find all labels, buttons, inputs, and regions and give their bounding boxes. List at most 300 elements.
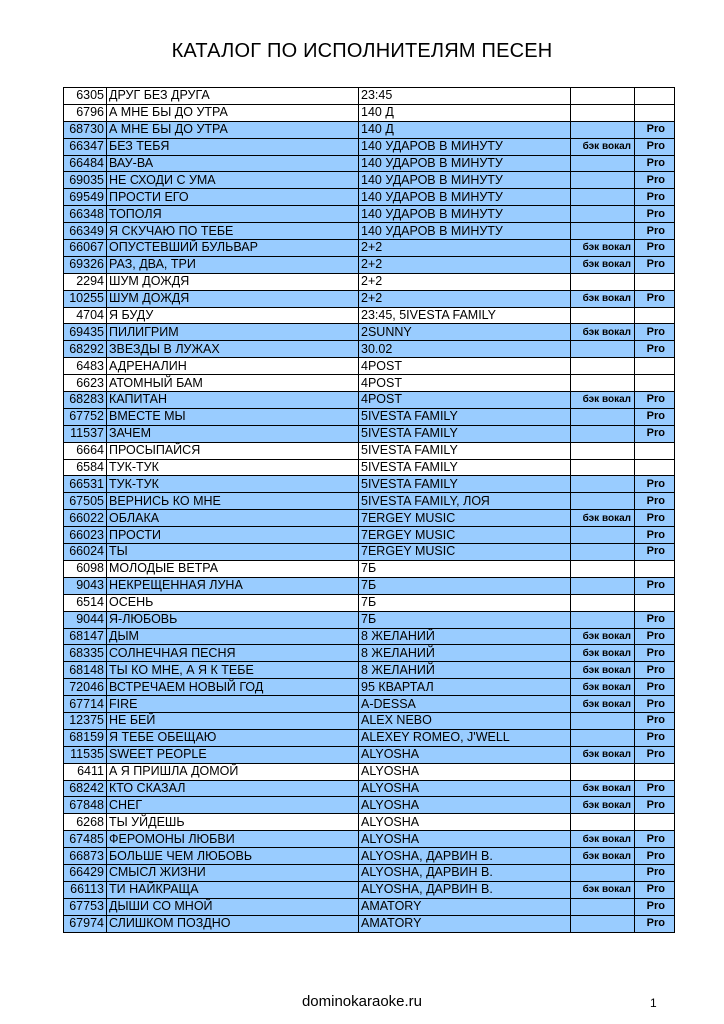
table-row <box>64 780 675 797</box>
artist-cell: 7Б <box>359 594 571 611</box>
table-row <box>64 662 675 679</box>
table-row <box>64 729 675 746</box>
song-title-cell: ТОПОЛЯ <box>107 206 359 223</box>
backing-vocal-cell <box>571 729 635 746</box>
artist-cell: 5IVESTA FAMILY, ЛОЯ <box>359 493 571 510</box>
song-code-cell: 6584 <box>64 459 107 476</box>
backing-vocal-cell <box>571 493 635 510</box>
song-code-cell: 67752 <box>64 408 107 425</box>
song-code-cell: 66429 <box>64 864 107 881</box>
artist-cell: 140 УДАРОВ В МИНУТУ <box>359 189 571 206</box>
song-code-cell: 68148 <box>64 662 107 679</box>
song-title-cell: ВСТРЕЧАЕМ НОВЫЙ ГОД <box>107 679 359 696</box>
table-row <box>64 645 675 662</box>
pro-cell: Pro <box>635 341 675 358</box>
song-code-cell: 66022 <box>64 510 107 527</box>
song-title-cell: ДРУГ БЕЗ ДРУГА <box>107 88 359 105</box>
song-code-cell: 67485 <box>64 831 107 848</box>
song-code-cell: 66113 <box>64 881 107 898</box>
backing-vocal-cell <box>571 155 635 172</box>
pro-cell: Pro <box>635 611 675 628</box>
pro-cell: Pro <box>635 729 675 746</box>
table-row <box>64 831 675 848</box>
backing-vocal-cell <box>571 459 635 476</box>
backing-vocal-cell <box>571 223 635 240</box>
song-code-cell: 66348 <box>64 206 107 223</box>
song-title-cell: ВМЕСТЕ МЫ <box>107 408 359 425</box>
song-code-cell: 67848 <box>64 797 107 814</box>
backing-vocal-cell <box>571 577 635 594</box>
pro-cell: Pro <box>635 408 675 425</box>
song-code-cell: 68159 <box>64 729 107 746</box>
backing-vocal-cell: бэк вокал <box>571 138 635 155</box>
artist-cell: 2+2 <box>359 256 571 273</box>
song-title-cell: ВЕРНИСЬ КО МНЕ <box>107 493 359 510</box>
page-number: 1 <box>650 996 657 1010</box>
artist-cell: 7ERGEY MUSIC <box>359 544 571 561</box>
pro-cell <box>635 442 675 459</box>
song-code-cell: 6411 <box>64 763 107 780</box>
song-code-cell: 67753 <box>64 898 107 915</box>
song-code-cell: 6796 <box>64 104 107 121</box>
table-row <box>64 155 675 172</box>
pro-cell: Pro <box>635 848 675 865</box>
song-code-cell: 4704 <box>64 307 107 324</box>
footer-site: dominokaraoke.ru <box>301 993 423 1010</box>
backing-vocal-cell <box>571 88 635 105</box>
artist-cell: 30.02 <box>359 341 571 358</box>
song-code-cell: 11535 <box>64 746 107 763</box>
backing-vocal-cell: бэк вокал <box>571 510 635 527</box>
song-code-cell: 68292 <box>64 341 107 358</box>
song-title-cell: ДЫШИ СО МНОЙ <box>107 898 359 915</box>
song-code-cell: 6305 <box>64 88 107 105</box>
song-code-cell: 68147 <box>64 628 107 645</box>
pro-cell: Pro <box>635 121 675 138</box>
song-code-cell: 66024 <box>64 544 107 561</box>
backing-vocal-cell <box>571 915 635 932</box>
backing-vocal-cell <box>571 206 635 223</box>
song-code-cell: 66349 <box>64 223 107 240</box>
song-title-cell: ОБЛАКА <box>107 510 359 527</box>
artist-cell: 140 УДАРОВ В МИНУТУ <box>359 223 571 240</box>
pro-cell <box>635 560 675 577</box>
pro-cell: Pro <box>635 628 675 645</box>
backing-vocal-cell <box>571 408 635 425</box>
song-title-cell: ЗАЧЕМ <box>107 425 359 442</box>
pro-cell <box>635 594 675 611</box>
table-row <box>64 172 675 189</box>
table-row <box>64 915 675 932</box>
pro-cell <box>635 763 675 780</box>
table-row <box>64 121 675 138</box>
song-code-cell: 68730 <box>64 121 107 138</box>
song-code-cell: 9044 <box>64 611 107 628</box>
pro-cell: Pro <box>635 172 675 189</box>
table-row <box>64 408 675 425</box>
table-row <box>64 881 675 898</box>
table-row <box>64 577 675 594</box>
song-code-cell: 6268 <box>64 814 107 831</box>
song-title-cell: ШУМ ДОЖДЯ <box>107 290 359 307</box>
pro-cell: Pro <box>635 831 675 848</box>
pro-cell: Pro <box>635 645 675 662</box>
table-row <box>64 628 675 645</box>
song-title-cell: ТЫ <box>107 544 359 561</box>
artist-cell: 4POST <box>359 392 571 409</box>
backing-vocal-cell: бэк вокал <box>571 797 635 814</box>
artist-cell: 2+2 <box>359 290 571 307</box>
backing-vocal-cell <box>571 375 635 392</box>
table-row <box>64 392 675 409</box>
backing-vocal-cell <box>571 104 635 121</box>
pro-cell: Pro <box>635 527 675 544</box>
song-code-cell: 69326 <box>64 256 107 273</box>
backing-vocal-cell: бэк вокал <box>571 256 635 273</box>
pro-cell: Pro <box>635 544 675 561</box>
song-code-cell: 68242 <box>64 780 107 797</box>
song-code-cell: 66347 <box>64 138 107 155</box>
song-code-cell: 6098 <box>64 560 107 577</box>
song-title-cell: КТО СКАЗАЛ <box>107 780 359 797</box>
backing-vocal-cell: бэк вокал <box>571 881 635 898</box>
pro-cell <box>635 273 675 290</box>
artist-cell: ALYOSHA, ДАРВИН В. <box>359 848 571 865</box>
pro-cell: Pro <box>635 155 675 172</box>
song-title-cell: БОЛЬШЕ ЧЕМ ЛЮБОВЬ <box>107 848 359 865</box>
pro-cell: Pro <box>635 881 675 898</box>
pro-cell: Pro <box>635 864 675 881</box>
pro-cell <box>635 104 675 121</box>
song-code-cell: 66873 <box>64 848 107 865</box>
song-title-cell: ТЫ КО МНЕ, А Я К ТЕБЕ <box>107 662 359 679</box>
pro-cell: Pro <box>635 577 675 594</box>
table-row <box>64 104 675 121</box>
song-code-cell: 6623 <box>64 375 107 392</box>
table-row <box>64 510 675 527</box>
table-row <box>64 712 675 729</box>
song-code-cell: 67714 <box>64 696 107 713</box>
pro-cell: Pro <box>635 493 675 510</box>
pro-cell: Pro <box>635 138 675 155</box>
song-title-cell: СМЫСЛ ЖИЗНИ <box>107 864 359 881</box>
song-code-cell: 6514 <box>64 594 107 611</box>
pro-cell: Pro <box>635 662 675 679</box>
song-title-cell: ОСЕНЬ <box>107 594 359 611</box>
table-row <box>64 594 675 611</box>
table-row <box>64 544 675 561</box>
backing-vocal-cell <box>571 712 635 729</box>
backing-vocal-cell: бэк вокал <box>571 679 635 696</box>
song-title-cell: ТЫ УЙДЕШЬ <box>107 814 359 831</box>
artist-cell: 140 УДАРОВ В МИНУТУ <box>359 138 571 155</box>
artist-cell: AMATORY <box>359 898 571 915</box>
song-title-cell: БЕЗ ТЕБЯ <box>107 138 359 155</box>
song-title-cell: ПРОСТИ <box>107 527 359 544</box>
table-row <box>64 679 675 696</box>
table-row <box>64 864 675 881</box>
song-code-cell: 69035 <box>64 172 107 189</box>
song-code-cell: 9043 <box>64 577 107 594</box>
artist-cell: 2+2 <box>359 273 571 290</box>
table-row <box>64 442 675 459</box>
artist-cell: 8 ЖЕЛАНИЙ <box>359 628 571 645</box>
artist-cell: 95 КВАРТАЛ <box>359 679 571 696</box>
artist-cell: 5IVESTA FAMILY <box>359 425 571 442</box>
song-title-cell: Я СКУЧАЮ ПО ТЕБЕ <box>107 223 359 240</box>
pro-cell: Pro <box>635 679 675 696</box>
song-code-cell: 66067 <box>64 240 107 257</box>
song-code-cell: 2294 <box>64 273 107 290</box>
artist-cell: 5IVESTA FAMILY <box>359 408 571 425</box>
backing-vocal-cell <box>571 898 635 915</box>
artist-cell: A-DESSA <box>359 696 571 713</box>
pro-cell <box>635 88 675 105</box>
artist-cell: 140 УДАРОВ В МИНУТУ <box>359 172 571 189</box>
artist-cell: ALEX NEBO <box>359 712 571 729</box>
backing-vocal-cell <box>571 189 635 206</box>
pro-cell: Pro <box>635 189 675 206</box>
pro-cell: Pro <box>635 290 675 307</box>
song-code-cell: 67505 <box>64 493 107 510</box>
backing-vocal-cell: бэк вокал <box>571 240 635 257</box>
table-row <box>64 493 675 510</box>
artist-cell: 5IVESTA FAMILY <box>359 476 571 493</box>
artist-cell: ALEXEY ROMEO, J'WELL <box>359 729 571 746</box>
backing-vocal-cell <box>571 442 635 459</box>
table-row <box>64 375 675 392</box>
pro-cell <box>635 375 675 392</box>
backing-vocal-cell: бэк вокал <box>571 848 635 865</box>
backing-vocal-cell <box>571 341 635 358</box>
song-code-cell: 69435 <box>64 324 107 341</box>
backing-vocal-cell <box>571 864 635 881</box>
table-row <box>64 223 675 240</box>
song-title-cell: А Я ПРИШЛА ДОМОЙ <box>107 763 359 780</box>
song-title-cell: А МНЕ БЫ ДО УТРА <box>107 121 359 138</box>
backing-vocal-cell <box>571 273 635 290</box>
table-row <box>64 256 675 273</box>
backing-vocal-cell <box>571 121 635 138</box>
table-row <box>64 189 675 206</box>
table-row <box>64 138 675 155</box>
artist-cell: 8 ЖЕЛАНИЙ <box>359 645 571 662</box>
backing-vocal-cell: бэк вокал <box>571 290 635 307</box>
song-title-cell: АДРЕНАЛИН <box>107 358 359 375</box>
pro-cell <box>635 459 675 476</box>
pro-cell: Pro <box>635 696 675 713</box>
song-title-cell: ПРОСТИ ЕГО <box>107 189 359 206</box>
backing-vocal-cell: бэк вокал <box>571 645 635 662</box>
pro-cell <box>635 307 675 324</box>
page-title: КАТАЛОГ ПО ИСПОЛНИТЕЛЯМ ПЕСЕН <box>171 40 553 62</box>
pro-cell: Pro <box>635 425 675 442</box>
artist-cell: 4POST <box>359 375 571 392</box>
pro-cell: Pro <box>635 915 675 932</box>
table-row <box>64 763 675 780</box>
song-title-cell: ЗВЕЗДЫ В ЛУЖАХ <box>107 341 359 358</box>
song-title-cell: АТОМНЫЙ БАМ <box>107 375 359 392</box>
artist-cell: 7Б <box>359 577 571 594</box>
table-row <box>64 273 675 290</box>
pro-cell <box>635 358 675 375</box>
table-row <box>64 746 675 763</box>
pro-cell: Pro <box>635 476 675 493</box>
table-row <box>64 696 675 713</box>
backing-vocal-cell <box>571 611 635 628</box>
song-code-cell: 68335 <box>64 645 107 662</box>
backing-vocal-cell <box>571 358 635 375</box>
pro-cell: Pro <box>635 324 675 341</box>
song-code-cell: 66484 <box>64 155 107 172</box>
table-row <box>64 476 675 493</box>
table-row <box>64 459 675 476</box>
song-title-cell: ПИЛИГРИМ <box>107 324 359 341</box>
catalog-table <box>63 87 675 933</box>
song-title-cell: ТУК-ТУК <box>107 476 359 493</box>
artist-cell: 2SUNNY <box>359 324 571 341</box>
table-row <box>64 898 675 915</box>
song-title-cell: РАЗ, ДВА, ТРИ <box>107 256 359 273</box>
table-row <box>64 88 675 105</box>
artist-cell: 5IVESTA FAMILY <box>359 459 571 476</box>
song-title-cell: Я-ЛЮБОВЬ <box>107 611 359 628</box>
backing-vocal-cell: бэк вокал <box>571 746 635 763</box>
artist-cell: 7ERGEY MUSIC <box>359 527 571 544</box>
pro-cell: Pro <box>635 510 675 527</box>
pro-cell: Pro <box>635 746 675 763</box>
artist-cell: 23:45 <box>359 88 571 105</box>
backing-vocal-cell <box>571 476 635 493</box>
song-title-cell: FIRE <box>107 696 359 713</box>
song-title-cell: А МНЕ БЫ ДО УТРА <box>107 104 359 121</box>
song-code-cell: 69549 <box>64 189 107 206</box>
artist-cell: 140 УДАРОВ В МИНУТУ <box>359 155 571 172</box>
backing-vocal-cell: бэк вокал <box>571 662 635 679</box>
pro-cell: Pro <box>635 206 675 223</box>
table-row <box>64 290 675 307</box>
song-title-cell: Я БУДУ <box>107 307 359 324</box>
song-title-cell: СНЕГ <box>107 797 359 814</box>
artist-cell: 2+2 <box>359 240 571 257</box>
backing-vocal-cell <box>571 527 635 544</box>
song-title-cell: ДЫМ <box>107 628 359 645</box>
table-row <box>64 425 675 442</box>
song-title-cell: НЕ СХОДИ С УМА <box>107 172 359 189</box>
artist-cell: 4POST <box>359 358 571 375</box>
artist-cell: ALYOSHA, ДАРВИН В. <box>359 864 571 881</box>
backing-vocal-cell <box>571 560 635 577</box>
song-title-cell: ШУМ ДОЖДЯ <box>107 273 359 290</box>
song-code-cell: 66023 <box>64 527 107 544</box>
table-row <box>64 240 675 257</box>
table-row <box>64 797 675 814</box>
table-row <box>64 358 675 375</box>
pro-cell <box>635 814 675 831</box>
artist-cell: 140 Д <box>359 121 571 138</box>
backing-vocal-cell: бэк вокал <box>571 696 635 713</box>
song-title-cell: ВАУ-ВА <box>107 155 359 172</box>
song-code-cell: 6664 <box>64 442 107 459</box>
artist-cell: ALYOSHA, ДАРВИН В. <box>359 881 571 898</box>
song-title-cell: КАПИТАН <box>107 392 359 409</box>
backing-vocal-cell: бэк вокал <box>571 780 635 797</box>
artist-cell: ALYOSHA <box>359 763 571 780</box>
artist-cell: 7Б <box>359 560 571 577</box>
song-code-cell: 66531 <box>64 476 107 493</box>
table-row <box>64 611 675 628</box>
pro-cell: Pro <box>635 797 675 814</box>
artist-cell: ALYOSHA <box>359 780 571 797</box>
table-row <box>64 560 675 577</box>
song-title-cell: Я ТЕБЕ ОБЕЩАЮ <box>107 729 359 746</box>
pro-cell: Pro <box>635 392 675 409</box>
table-row <box>64 527 675 544</box>
pro-cell: Pro <box>635 223 675 240</box>
song-code-cell: 12375 <box>64 712 107 729</box>
backing-vocal-cell <box>571 594 635 611</box>
table-row <box>64 324 675 341</box>
song-code-cell: 11537 <box>64 425 107 442</box>
table-row <box>64 341 675 358</box>
pro-cell: Pro <box>635 240 675 257</box>
artist-cell: AMATORY <box>359 915 571 932</box>
song-title-cell: НЕКРЕЩЕННАЯ ЛУНА <box>107 577 359 594</box>
artist-cell: 7Б <box>359 611 571 628</box>
song-title-cell: МОЛОДЫЕ ВЕТРА <box>107 560 359 577</box>
artist-cell: 7ERGEY MUSIC <box>359 510 571 527</box>
song-code-cell: 72046 <box>64 679 107 696</box>
song-title-cell: ОПУСТЕВШИЙ БУЛЬВАР <box>107 240 359 257</box>
backing-vocal-cell <box>571 425 635 442</box>
table-row <box>64 307 675 324</box>
table-row <box>64 848 675 865</box>
song-title-cell: СЛИШКОМ ПОЗДНО <box>107 915 359 932</box>
song-title-cell: НЕ БЕЙ <box>107 712 359 729</box>
backing-vocal-cell: бэк вокал <box>571 628 635 645</box>
song-title-cell: СОЛНЕЧНАЯ ПЕСНЯ <box>107 645 359 662</box>
artist-cell: ALYOSHA <box>359 797 571 814</box>
pro-cell: Pro <box>635 712 675 729</box>
song-code-cell: 68283 <box>64 392 107 409</box>
table-row <box>64 814 675 831</box>
artist-cell: 140 Д <box>359 104 571 121</box>
song-title-cell: ПРОСЫПАЙСЯ <box>107 442 359 459</box>
song-code-cell: 10255 <box>64 290 107 307</box>
artist-cell: ALYOSHA <box>359 746 571 763</box>
pro-cell: Pro <box>635 780 675 797</box>
artist-cell: ALYOSHA <box>359 814 571 831</box>
backing-vocal-cell: бэк вокал <box>571 392 635 409</box>
song-title-cell: ФЕРОМОНЫ ЛЮБВИ <box>107 831 359 848</box>
backing-vocal-cell <box>571 814 635 831</box>
song-code-cell: 6483 <box>64 358 107 375</box>
backing-vocal-cell: бэк вокал <box>571 324 635 341</box>
song-title-cell: ТИ НАЙКРАЩА <box>107 881 359 898</box>
artist-cell: 23:45, 5IVESTA FAMILY <box>359 307 571 324</box>
song-code-cell: 67974 <box>64 915 107 932</box>
artist-cell: 140 УДАРОВ В МИНУТУ <box>359 206 571 223</box>
backing-vocal-cell <box>571 763 635 780</box>
artist-cell: 8 ЖЕЛАНИЙ <box>359 662 571 679</box>
table-row <box>64 206 675 223</box>
artist-cell: ALYOSHA <box>359 831 571 848</box>
song-title-cell: SWEET PEOPLE <box>107 746 359 763</box>
backing-vocal-cell <box>571 307 635 324</box>
pro-cell: Pro <box>635 898 675 915</box>
backing-vocal-cell <box>571 544 635 561</box>
song-title-cell: ТУК-ТУК <box>107 459 359 476</box>
